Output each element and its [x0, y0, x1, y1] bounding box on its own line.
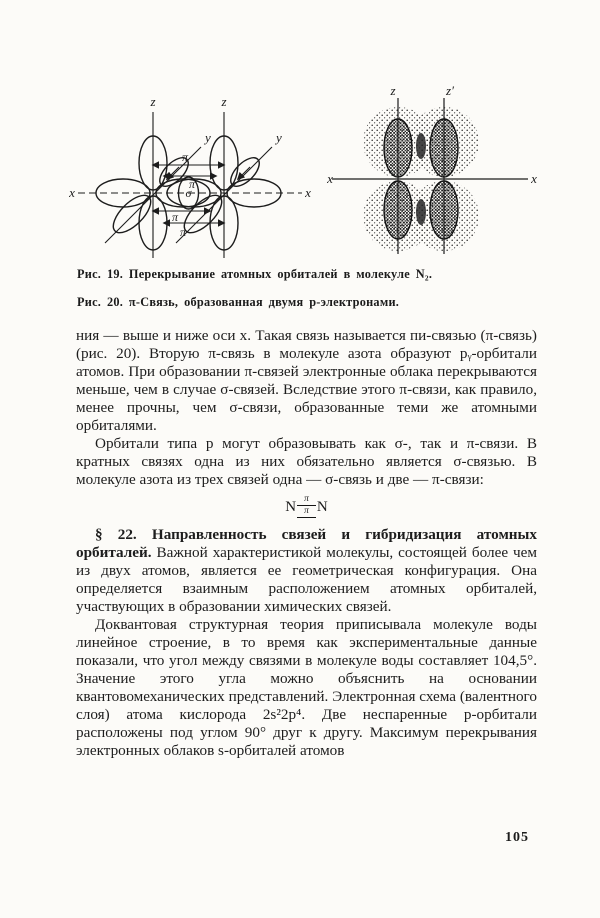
fig20-x-axis-label-right: x — [531, 171, 537, 186]
nitrogen-bond-formula — [76, 492, 537, 522]
fig19-y-axis-label-right: y — [276, 130, 282, 145]
fig19-y-axis-label-left: y — [205, 130, 211, 145]
nitrogen-atom-right: N — [316, 498, 328, 515]
fig19-x-axis-label-left: x — [69, 185, 75, 200]
fig19-z-axis-label-left: z — [150, 94, 156, 109]
page-number: 105 — [505, 830, 529, 845]
nitrogen-atom-left: N — [285, 498, 297, 515]
fig20-z-axis-label: z — [390, 84, 396, 98]
paragraph-section-22 — [76, 526, 537, 616]
fig19-pi-label-top1: π — [181, 150, 189, 164]
section-22-body: Важной характеристикой молекулы, состоящей более чем из двух атомов, является ее геометрическая конфигурация. Она определяется взаимным расположением атомных орбиталей, участвующих в образовании химических связей. — [76, 544, 537, 615]
fig19-pi-label-top2: π — [188, 177, 196, 191]
section-22-heading: § 22. Направленность связей и гибридизация атомных орбиталей. — [76, 526, 537, 561]
figure-20-pi-bond-diagram — [326, 84, 540, 262]
fig19-x-axis-label-right: x — [305, 185, 311, 200]
paragraph-p-orbitals: Орбитали типа p могут образовывать как σ-, так и π-связи. В кратных связях одна из них обязательно является σ-связью. В молекуле азота из трех связей одна — σ-связь и две — π-связи: — [76, 435, 537, 488]
figure-19-orbital-overlap-diagram — [64, 84, 316, 262]
fig20-x-axis-label-left: x — [327, 171, 333, 186]
body-text — [76, 327, 537, 760]
fig19-z-axis-label-right: z — [221, 94, 227, 109]
pi-bond-label-top: π — [297, 494, 316, 506]
pi-bond-label-bottom: π — [297, 506, 316, 518]
figure-20-caption: Рис. 20. π-Связь, образованная двумя p-электронами. — [77, 295, 400, 309]
fig19-pi-label-bottom1: π — [171, 210, 179, 224]
fig20-z-prime-axis-label: z′ — [446, 84, 454, 98]
paragraph-pi-bonds: ния — выше и ниже оси x. Такая связь называется пи-связью (π-связь) (рис. 20). Вторую π-связь в молекуле азота образуют pᵧ-орбитали атомов. При образовании π-связей электронные облака перекрываются меньше, чем в случае σ-связей. Вследствие этого π-связи, как правило, менее прочны, чем σ-связи, образованные теми же атомными орбиталями. — [76, 327, 537, 434]
figure-19-caption: Рис. 19. Перекрывание атомных орбиталей в молекуле N₂. — [77, 267, 433, 281]
paragraph-water-molecule: Доквантовая структурная теория приписывала молекуле воды линейное строение, в то время как экспериментальные данные показали, что угол между связями в молекуле воды составляет 104,5°. Значение этого угла можно объяснить на основании квантовомеханических представлений. Электронная схема (валентного слоя) атома кислорода 2s²2p⁴. Две неспаренные p-орбитали расположены под углом 90° друг к другу. Максимум перекрывания электронных облаков s-орбиталей атомов — [76, 616, 537, 759]
bond-stack — [297, 494, 316, 518]
fig19-sigma-label: σ — [185, 186, 192, 200]
fig19-pi-label-bottom2: π — [179, 225, 187, 239]
